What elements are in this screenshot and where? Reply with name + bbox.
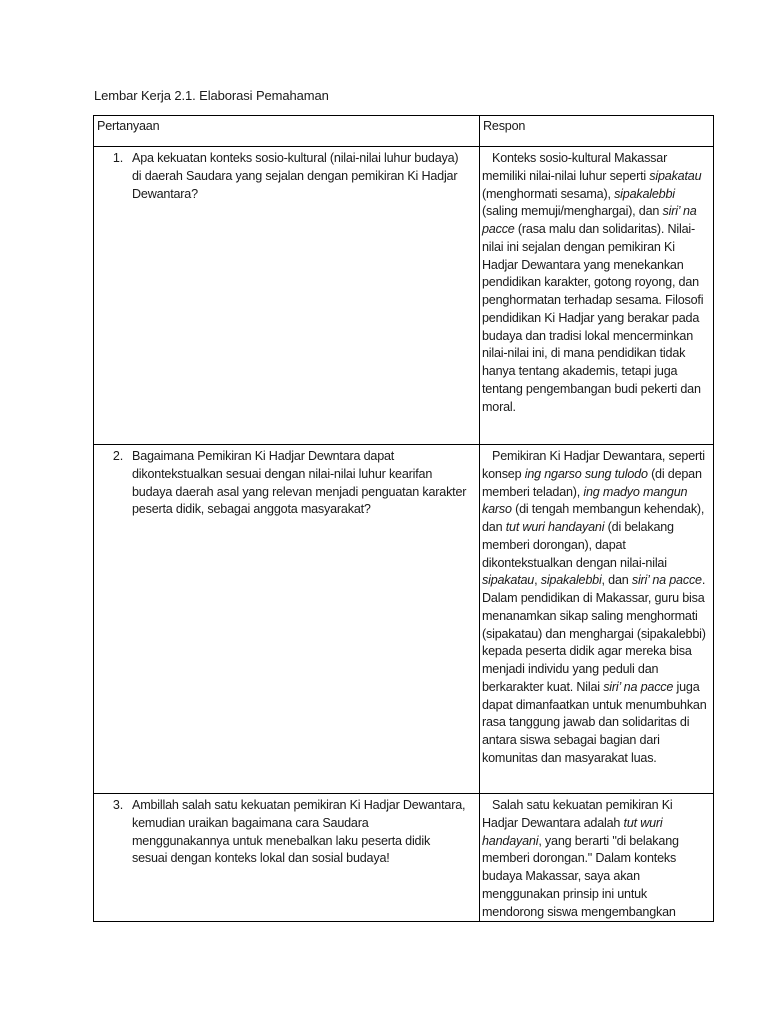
- italic-term: sipakatau: [482, 573, 535, 588]
- question-number: 3.: [112, 798, 123, 812]
- response-text: Pemikiran Ki Hadjar Dewantara, seperti konsep ing ngarso sung tulodo (di depan memberi teladan), ing madyo mangun karso (di tengah membangun kehendak), dan tut wuri handayani (di belakang memberi dorongan), dapat dikontekstualkan dengan nilai-nilai sipakatau, sipakalebbi, dan siri’ na pacce. Dalam pendidikan di Makassar, guru bisa menanamkan sikap saling menghormati (sipakatau) dan menghargai (sipakalebbi) kepada peserta didik agar mereka bisa menjadi individu yang peduli dan berkarakter kuat. Nilai siri’ na pacce juga dapat dimanfaatkan untuk menumbuhkan rasa tanggung jawab dan solidaritas di antara siswa sebagai bagian dari komunitas dan masyarakat luas.: [482, 449, 707, 765]
- response-cell: [480, 147, 714, 445]
- question-cell: [94, 794, 480, 922]
- response-text: Konteks sosio-kultural Makassar memiliki nilai-nilai luhur seperti sipakatau (menghormati sesama), sipakalebbi (saling memuji/menghargai), dan siri’ na pacce (rasa malu dan solidaritas). Nilai-nilai ini sejalan dengan pemikiran Ki Hadjar Dewantara yang menekankan pendidikan karakter, gotong royong, dan penghormatan terhadap sesama. Filosofi pendidikan Ki Hadjar yang berakar pada budaya dan tradisi lokal mencerminkan nilai-nilai ini, di mana pendidikan tidak hanya tentang akademis, tetapi juga tentang pengembangan budi pekerti dan moral.: [482, 151, 704, 414]
- response-cell: [480, 794, 714, 922]
- italic-term: ing ngarso sung tulodo: [524, 466, 648, 481]
- italic-term: siri’ na pacce: [482, 204, 697, 236]
- table-header-row: [94, 116, 714, 147]
- italic-term: sipakalebbi: [540, 573, 602, 588]
- table-row: [94, 445, 714, 794]
- italic-term: sipakalebbi: [614, 186, 675, 201]
- response-text: Salah satu kekuatan pemikiran Ki Hadjar Dewantara adalah tut wuri handayani, yang berarti "di belakang memberi dorongan." Dalam konteks budaya Makassar, saya akan menggunakan prinsip ini untuk mendorong siswa mengembangkan: [482, 798, 679, 919]
- question-number: 1.: [112, 151, 123, 165]
- italic-term: tut wuri handayani: [482, 815, 663, 848]
- question-text: Ambillah salah satu kekuatan pemikiran Ki Hadjar Dewantara, kemudian uraikan bagaimana cara Saudara menggunakannya untuk menebalkan laku peserta didik sesuai dengan konteks lokal dan sosial budaya!: [132, 798, 466, 866]
- italic-term: sipakatau: [649, 168, 702, 183]
- italic-term: siri’ na pacce: [631, 573, 702, 588]
- question-text: Bagaimana Pemikiran Ki Hadjar Dewntara dapat dikontekstualkan sesuai dengan nilai-nilai luhur kearifan budaya daerah asal yang relevan menjadi penguatan karakter peserta didik, sebagai anggota masyarakat?: [132, 449, 467, 517]
- table-row: [94, 147, 714, 445]
- response-cell: [480, 445, 714, 794]
- table-row: [94, 794, 714, 922]
- italic-term: ing madyo mangun karso: [482, 484, 688, 517]
- question-text: Apa kekuatan konteks sosio-kultural (nilai-nilai luhur budaya) di daerah Saudara yang sejalan dengan pemikiran Ki Hadjar Dewantara?: [132, 151, 459, 201]
- question-cell: [94, 445, 480, 794]
- italic-term: tut wuri handayani: [505, 520, 605, 534]
- italic-term: siri’ na pacce: [603, 679, 674, 694]
- question-cell: [94, 147, 480, 445]
- question-number: 2.: [112, 449, 123, 463]
- worksheet-table: [93, 115, 714, 922]
- question-column-header: Pertanyaan: [94, 116, 480, 147]
- response-column-header: Respon: [480, 116, 714, 147]
- worksheet-title: Lembar Kerja 2.1. Elaborasi Pemahaman: [94, 88, 329, 103]
